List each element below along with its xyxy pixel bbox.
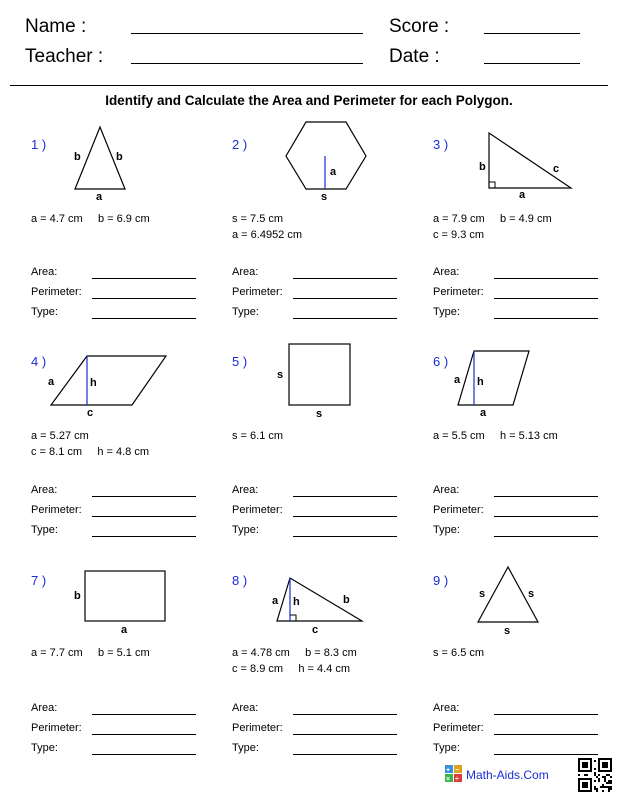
area-label: Area: bbox=[433, 702, 460, 714]
perimeter-answer-field[interactable] bbox=[293, 298, 397, 299]
area-answer-field[interactable] bbox=[92, 496, 196, 497]
perimeter-answer-field[interactable] bbox=[92, 298, 196, 299]
type-label: Type: bbox=[433, 742, 460, 754]
given-values: a = 7.7 cm b = 5.1 cm bbox=[31, 647, 150, 659]
type-answer-field[interactable] bbox=[293, 318, 397, 319]
qr-code-icon bbox=[578, 758, 612, 792]
brand-name[interactable]: Math-Aids.Com bbox=[466, 768, 549, 782]
given-values: s = 6.5 cm bbox=[433, 647, 485, 659]
type-answer-field[interactable] bbox=[494, 754, 598, 755]
area-answer-field[interactable] bbox=[293, 714, 397, 715]
given-values: a = 5.5 cm h = 5.13 cm bbox=[433, 430, 558, 442]
equilateral-triangle-figure bbox=[470, 560, 550, 640]
given-values: a = 5.27 cm bbox=[31, 430, 89, 442]
type-label: Type: bbox=[232, 306, 259, 318]
type-answer-field[interactable] bbox=[92, 536, 196, 537]
given-values: c = 8.9 cm h = 4.4 cm bbox=[232, 663, 350, 675]
perimeter-label: Perimeter: bbox=[433, 722, 484, 734]
figure-label: s bbox=[479, 588, 486, 600]
figure-label: b bbox=[74, 151, 81, 163]
figure-label: a bbox=[121, 624, 128, 636]
perimeter-label: Perimeter: bbox=[31, 722, 82, 734]
svg-text:+: + bbox=[446, 767, 451, 774]
figure-label: c bbox=[312, 624, 319, 636]
given-values: a = 4.7 cm b = 6.9 cm bbox=[31, 213, 150, 225]
area-label: Area: bbox=[232, 484, 259, 496]
svg-text:−: − bbox=[455, 767, 460, 774]
type-label: Type: bbox=[433, 524, 460, 536]
worksheet-title: Identify and Calculate the Area and Perimeter for each Polygon. bbox=[105, 93, 513, 108]
problem-number: 4 ) bbox=[31, 354, 47, 369]
date-field[interactable] bbox=[484, 63, 580, 64]
figure-label: h bbox=[293, 596, 300, 608]
problem-number: 3 ) bbox=[433, 137, 449, 152]
teacher-label: Teacher : bbox=[25, 46, 104, 67]
type-label: Type: bbox=[232, 524, 259, 536]
figure-label: a bbox=[48, 376, 55, 388]
header-divider bbox=[10, 85, 608, 86]
figure-label: c bbox=[87, 407, 94, 419]
perimeter-answer-field[interactable] bbox=[92, 734, 196, 735]
type-answer-field[interactable] bbox=[92, 318, 196, 319]
calculator-logo-icon bbox=[445, 765, 463, 783]
figure-label: s bbox=[504, 625, 511, 637]
figure-label: b bbox=[116, 151, 123, 163]
figure-label: a bbox=[519, 189, 526, 201]
figure-label: a bbox=[96, 191, 103, 203]
type-label: Type: bbox=[31, 524, 58, 536]
figure-label: a bbox=[272, 595, 279, 607]
type-answer-field[interactable] bbox=[293, 536, 397, 537]
perimeter-label: Perimeter: bbox=[232, 722, 283, 734]
perimeter-label: Perimeter: bbox=[31, 504, 82, 516]
svg-text:×: × bbox=[446, 776, 451, 783]
svg-text:÷: ÷ bbox=[455, 776, 459, 783]
type-answer-field[interactable] bbox=[494, 318, 598, 319]
problem-number: 2 ) bbox=[232, 137, 248, 152]
teacher-field[interactable] bbox=[131, 63, 363, 64]
figure-label: s bbox=[316, 408, 323, 420]
score-field[interactable] bbox=[484, 33, 580, 34]
area-label: Area: bbox=[433, 266, 460, 278]
problem-number: 6 ) bbox=[433, 354, 449, 369]
perimeter-answer-field[interactable] bbox=[293, 734, 397, 735]
date-label: Date : bbox=[389, 46, 440, 67]
given-values: s = 6.1 cm bbox=[232, 430, 284, 442]
square-figure bbox=[270, 338, 360, 423]
name-field[interactable] bbox=[131, 33, 363, 34]
area-answer-field[interactable] bbox=[494, 496, 598, 497]
perimeter-label: Perimeter: bbox=[232, 504, 283, 516]
figure-label: s bbox=[321, 191, 328, 203]
problem-number: 1 ) bbox=[31, 137, 47, 152]
type-answer-field[interactable] bbox=[293, 754, 397, 755]
given-values: c = 8.1 cm h = 4.8 cm bbox=[31, 446, 149, 458]
figure-label: a bbox=[454, 374, 461, 386]
figure-label: s bbox=[528, 588, 535, 600]
area-label: Area: bbox=[31, 266, 58, 278]
area-answer-field[interactable] bbox=[92, 278, 196, 279]
area-answer-field[interactable] bbox=[293, 278, 397, 279]
area-answer-field[interactable] bbox=[494, 714, 598, 715]
problem-number: 9 ) bbox=[433, 573, 449, 588]
perimeter-label: Perimeter: bbox=[232, 286, 283, 298]
area-answer-field[interactable] bbox=[494, 278, 598, 279]
given-values: a = 7.9 cm b = 4.9 cm bbox=[433, 213, 552, 225]
type-answer-field[interactable] bbox=[494, 536, 598, 537]
area-label: Area: bbox=[232, 702, 259, 714]
area-label: Area: bbox=[31, 702, 58, 714]
problem-number: 8 ) bbox=[232, 573, 248, 588]
type-label: Type: bbox=[232, 742, 259, 754]
type-answer-field[interactable] bbox=[92, 754, 196, 755]
area-label: Area: bbox=[433, 484, 460, 496]
name-label: Name : bbox=[25, 16, 87, 37]
figure-label: b bbox=[479, 161, 486, 173]
perimeter-label: Perimeter: bbox=[433, 504, 484, 516]
figure-label: c bbox=[553, 163, 560, 175]
perimeter-label: Perimeter: bbox=[433, 286, 484, 298]
given-values: s = 7.5 cm bbox=[232, 213, 284, 225]
hexagon-figure bbox=[280, 115, 380, 205]
figure-label: a bbox=[480, 407, 487, 419]
perimeter-answer-field[interactable] bbox=[494, 734, 598, 735]
rectangle-figure bbox=[70, 565, 180, 640]
perimeter-answer-field[interactable] bbox=[293, 516, 397, 517]
type-label: Type: bbox=[31, 742, 58, 754]
given-values: c = 9.3 cm bbox=[433, 229, 485, 241]
given-values: a = 4.78 cm b = 8.3 cm bbox=[232, 647, 357, 659]
area-answer-field[interactable] bbox=[92, 714, 196, 715]
figure-label: b bbox=[343, 594, 350, 606]
score-label: Score : bbox=[389, 16, 450, 37]
isosceles-triangle-figure bbox=[60, 120, 150, 205]
figure-label: b bbox=[74, 590, 81, 602]
given-values: a = 6.4952 cm bbox=[232, 229, 303, 241]
type-label: Type: bbox=[31, 306, 58, 318]
area-label: Area: bbox=[31, 484, 58, 496]
perimeter-answer-field[interactable] bbox=[494, 298, 598, 299]
figure-label: h bbox=[477, 376, 484, 388]
problem-number: 5 ) bbox=[232, 354, 248, 369]
type-label: Type: bbox=[433, 306, 460, 318]
perimeter-answer-field[interactable] bbox=[92, 516, 196, 517]
area-label: Area: bbox=[232, 266, 259, 278]
rhombus-figure bbox=[445, 345, 555, 420]
problem-number: 7 ) bbox=[31, 573, 47, 588]
scalene-triangle-figure bbox=[260, 565, 380, 640]
perimeter-answer-field[interactable] bbox=[494, 516, 598, 517]
area-answer-field[interactable] bbox=[293, 496, 397, 497]
figure-label: a bbox=[330, 166, 337, 178]
right-triangle-figure bbox=[470, 125, 580, 205]
figure-label: h bbox=[90, 377, 97, 389]
figure-label: s bbox=[277, 369, 284, 381]
perimeter-label: Perimeter: bbox=[31, 286, 82, 298]
parallelogram-figure bbox=[40, 350, 180, 420]
